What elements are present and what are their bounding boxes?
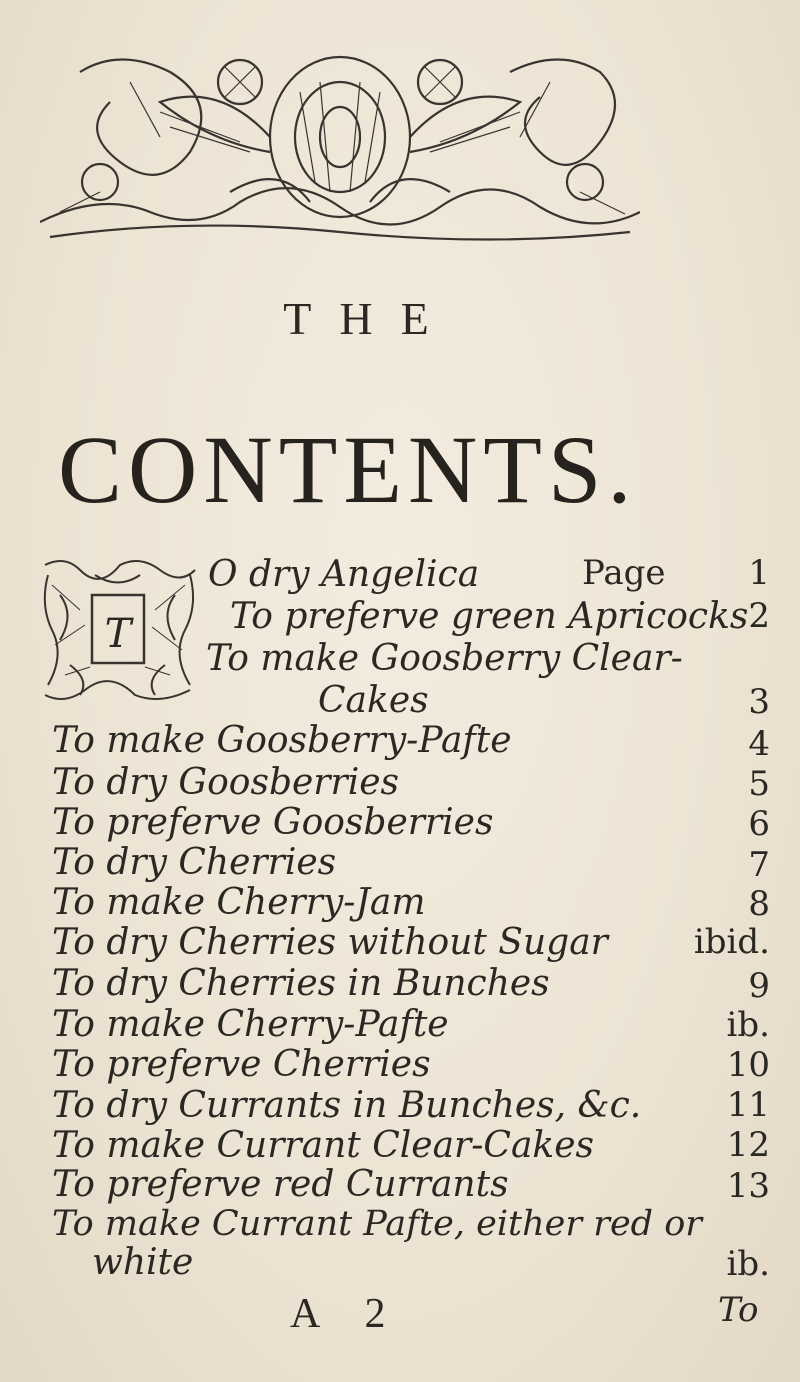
entry-text: To preferve Goosberries <box>52 802 494 844</box>
entry-text: white <box>92 1242 194 1283</box>
entry-page-number: ibid. <box>693 922 770 963</box>
entry-text: To dry Goosberries <box>52 761 400 803</box>
heading-the: THE <box>283 293 457 344</box>
entry-text: To dry Cherries in Bunches <box>52 962 550 1004</box>
page-title: CONTENTS. <box>58 416 638 523</box>
entry-page-number: 10 <box>726 1045 770 1086</box>
entry-page-number: 8 <box>748 884 770 925</box>
entry-text: To make Cherry-Jam <box>52 881 426 923</box>
entry-page-number: 4 <box>748 723 770 764</box>
entry-page-number: 6 <box>748 803 770 844</box>
entry-text: To preferve Cherries <box>52 1044 431 1086</box>
initial-letter-glyph: T <box>104 611 132 657</box>
entry-text: To dry Cherries without Sugar <box>52 922 608 964</box>
entry-page-number: 12 <box>726 1125 770 1166</box>
entry-page-number: 11 <box>726 1084 770 1125</box>
entry-text: To make Goosberry-Pafte <box>52 720 512 761</box>
entry-text: To make Currant Clear-Cakes <box>52 1124 595 1166</box>
entry-page-number: 2 <box>748 595 770 636</box>
entry-text: O dry Angelica <box>208 554 480 595</box>
entry-page-number: 13 <box>726 1166 770 1206</box>
entry-text: To make Goosberry Clear- <box>206 637 683 679</box>
entry-text: To dry Currants in Bunches, &c. <box>52 1084 642 1126</box>
signature-mark: A 2 <box>290 1291 404 1337</box>
page-label: Page <box>582 553 666 594</box>
entry-page-number: 1 <box>748 553 770 594</box>
entry-page-number: 3 <box>748 682 770 723</box>
entry-text: To preferve green Apricocks <box>230 595 749 637</box>
entry-text: To make Currant Pafte, either red or <box>52 1204 702 1244</box>
entry-text: To dry Cherries <box>52 841 337 883</box>
entry-text: To make Cherry-Pafte <box>52 1003 449 1045</box>
entry-page-number: 5 <box>748 764 770 805</box>
entry-page-number: ib. <box>726 1005 770 1046</box>
entry-page-number: 7 <box>748 844 770 885</box>
catchword: To <box>718 1290 759 1330</box>
entry-page-number: 9 <box>748 966 770 1007</box>
entry-page-number: ib. <box>726 1243 770 1284</box>
entry-text: To preferve red Currants <box>52 1164 509 1206</box>
entry-text: Cakes <box>318 680 429 722</box>
